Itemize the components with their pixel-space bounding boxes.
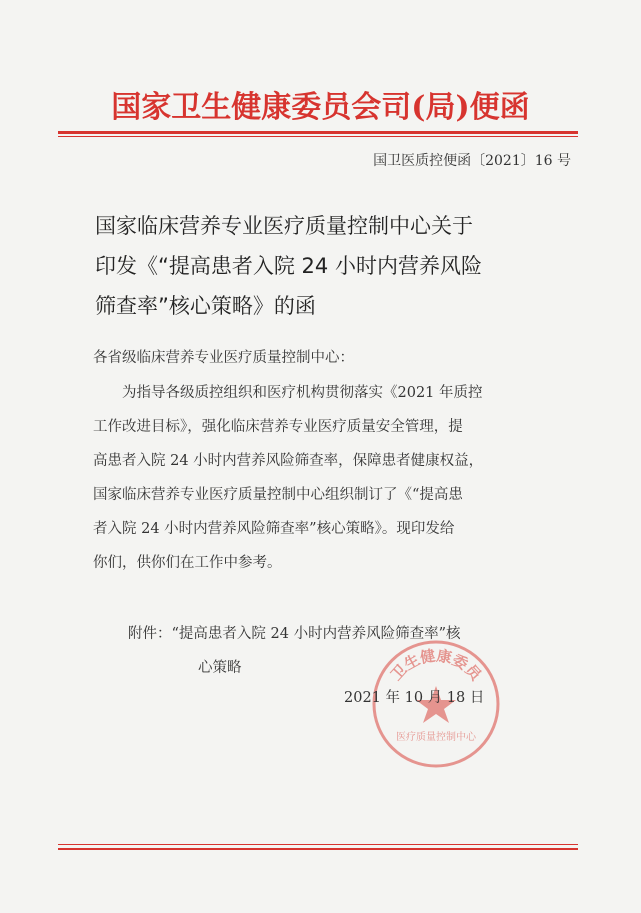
- attachment-line: 心策略: [198, 660, 242, 676]
- letterhead-rule-thick: [58, 131, 578, 134]
- document-title-line: 国家临床营养专业医疗质量控制中心关于: [95, 214, 473, 238]
- footer-rule-thick: [58, 848, 578, 850]
- letterhead-rule-thin: [58, 136, 578, 137]
- salutation: 各省级临床营养专业医疗质量控制中心：: [93, 350, 354, 366]
- document-title-line: 印发《“提高患者入院 24 小时内营养风险: [95, 254, 482, 278]
- body-line: 国家临床营养专业医疗质量控制中心组织制订了《“提高患: [93, 487, 463, 503]
- seal-bottom-text: 医疗质量控制中心: [396, 732, 476, 743]
- document-title-line: 筛查率”核心策略》的函: [95, 294, 316, 318]
- letterhead-title: 国家卫生健康委员会司(局)便函: [111, 90, 530, 125]
- footer-rule-thin: [58, 844, 578, 845]
- body-line: 高患者入院 24 小时内营养风险筛查率，保障患者健康权益，: [93, 453, 484, 469]
- body-paragraph: [93, 376, 563, 580]
- body-line: 工作改进目标》，强化临床营养专业医疗质量安全管理，提: [93, 419, 463, 435]
- body-line: 你们，供你们在工作中参考。: [93, 555, 282, 571]
- body-line: 为指导各级质控组织和医疗机构贯彻落实《2021 年质控: [93, 385, 483, 401]
- body-line: 者入院 24 小时内营养风险筛查率”核心策略》。现印发给: [93, 521, 455, 537]
- attachment-line: 附件：“提高患者入院 24 小时内营养风险筛查率”核: [128, 626, 461, 642]
- document-number: 国卫医质控便函〔2021〕16 号: [373, 153, 571, 169]
- document-date: 2021 年 10 月 18 日: [344, 690, 485, 706]
- document-title: [95, 206, 565, 326]
- seal-top-text: 卫生健康委员: [387, 646, 485, 685]
